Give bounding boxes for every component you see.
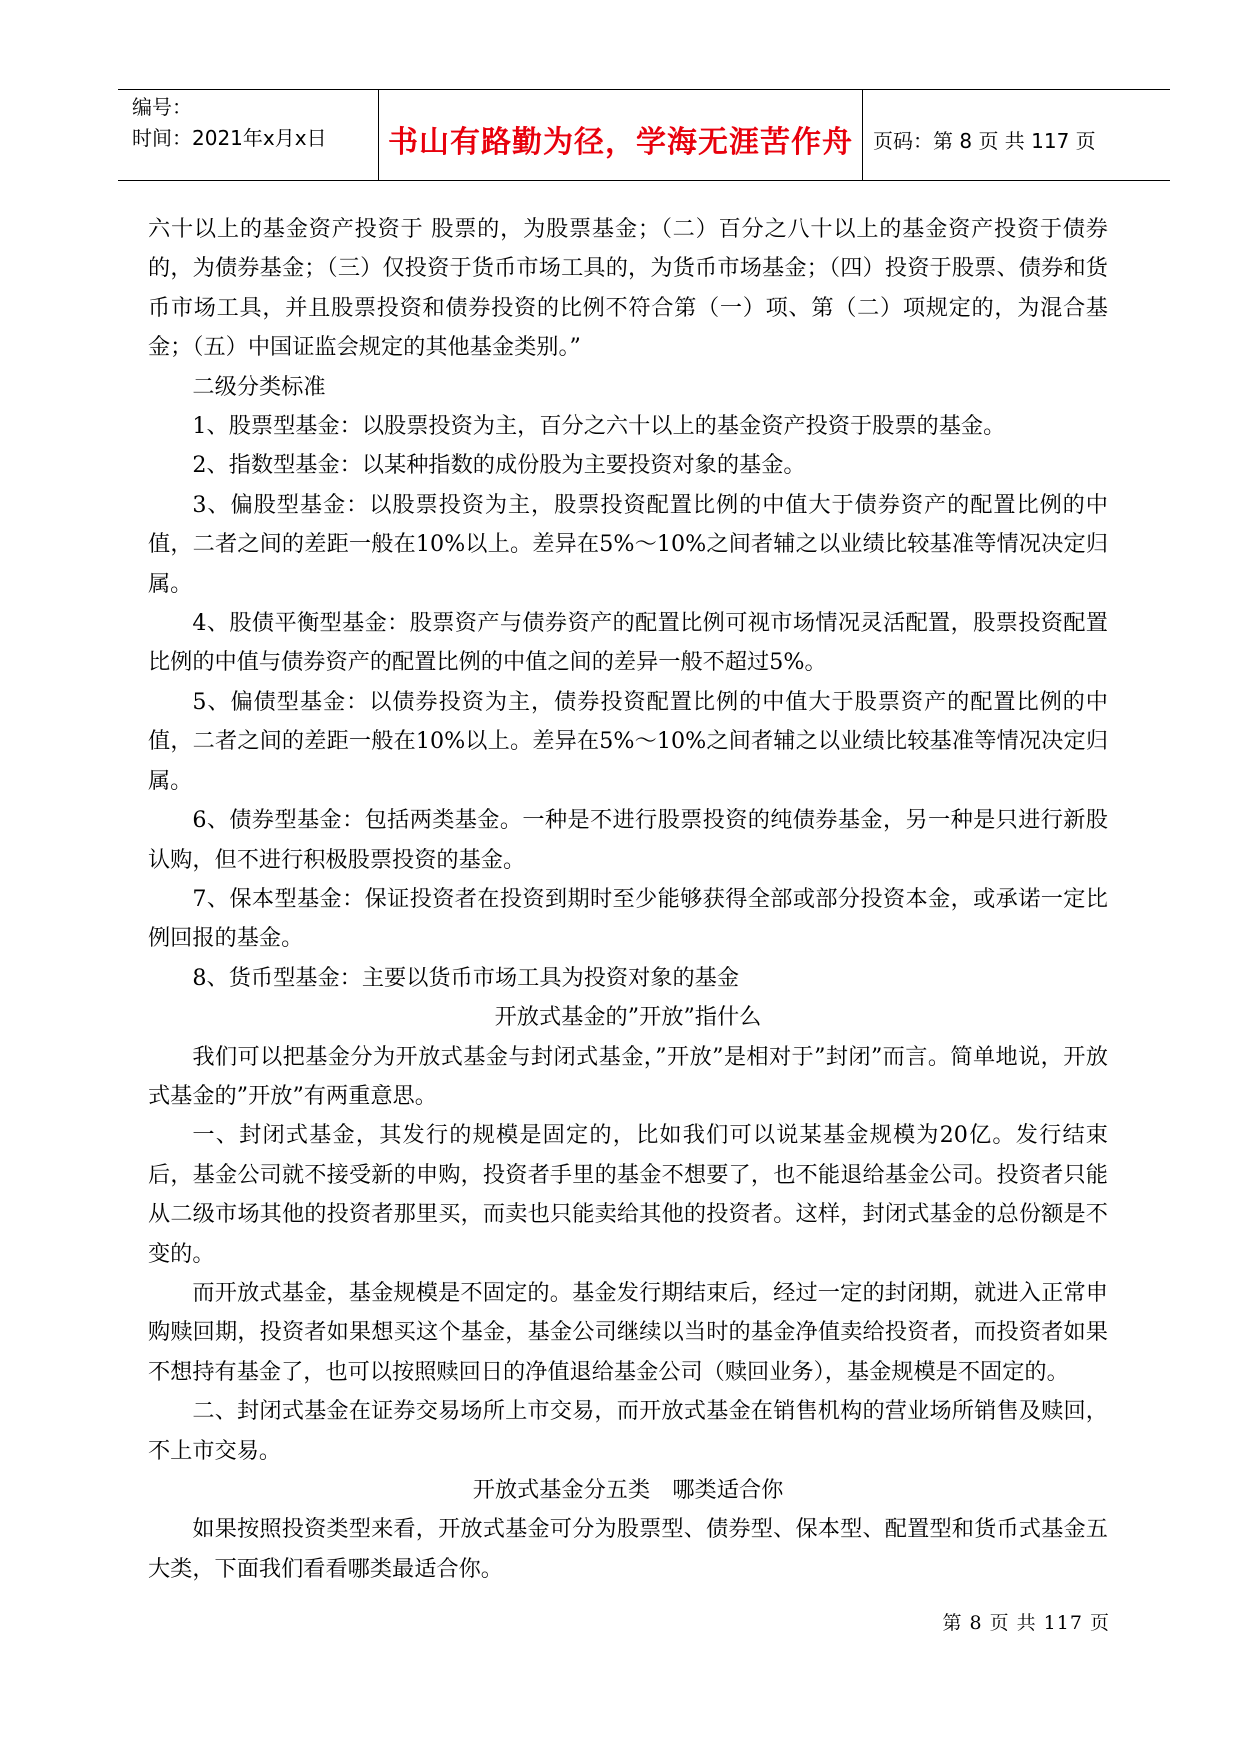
- paragraph: 我们可以把基金分为开放式基金与封闭式基金，”开放”是相对于”封闭”而言。简单地说，开放式基金的”开放”有两重意思。: [148, 1043, 1108, 1109]
- document-date: 时间：2021年x月x日: [132, 126, 327, 150]
- list-item: 4、股债平衡型基金：股票资产与债券资产的配置比例可视市场情况灵活配置，股票投资配置比例的中值与债券资产的配置比例的中值之间的差异一般不超过5%。: [148, 610, 1108, 676]
- section-heading: 二级分类标准: [192, 373, 326, 400]
- list-item: 2、指数型基金：以某种指数的成份股为主要投资对象的基金。: [192, 452, 806, 479]
- header-meta: [118, 90, 378, 180]
- header-page-number: 页码：第 8 页 共 117 页: [873, 128, 1096, 153]
- list-item: 8、货币型基金：主要以货币市场工具为投资对象的基金: [192, 964, 740, 991]
- document-body: [148, 210, 1108, 1589]
- section-title: 开放式基金分五类 哪类适合你: [472, 1477, 784, 1503]
- list-item: 3、偏股型基金：以股票投资为主，股票投资配置比例的中值大于债券资产的配置比例的中值，二者之间的差距一般在10%以上。差异在5%～10%之间者辅之以业绩比较基准等情况决定归属。: [148, 491, 1108, 597]
- list-item: 7、保本型基金：保证投资者在投资到期时至少能够获得全部或部分投资本金，或承诺一定比例回报的基金。: [148, 885, 1108, 952]
- header-motto: 书山有路勤为径，学海无涯苦作舟: [378, 90, 863, 180]
- document-number-label: 编号：: [132, 95, 192, 119]
- page-footer: 第 8 页 共 117 页: [942, 1612, 1110, 1634]
- paragraph: 一、封闭式基金，其发行的规模是固定的，比如我们可以说某基金规模为20亿。发行结束后，基金公司就不接受新的申购，投资者手里的基金不想要了，也不能退给基金公司。投资者只能从二级市场其他的投资者那里买，而卖也只能卖给其他的投资者。这样，封闭式基金的总份额是不变的。: [148, 1122, 1108, 1267]
- paragraph: 二、封闭式基金在证券交易场所上市交易，而开放式基金在销售机构的营业场所销售及赎回，不上市交易。: [148, 1398, 1108, 1464]
- list-item: 5、偏债型基金：以债券投资为主，债券投资配置比例的中值大于股票资产的配置比例的中值，二者之间的差距一般在10%以上。差异在5%～10%之间者辅之以业绩比较基准等情况决定归属。: [148, 688, 1108, 794]
- paragraph: 六十以上的基金资产投资于 股票的，为股票基金；（二）百分之八十以上的基金资产投资于债券的，为债券基金；（三）仅投资于货币市场工具的，为货币市场基金；（四）投资于股票、债券和货币市场工具，并且股票投资和债券投资的比例不符合第（一）项、第（二）项规定的，为混合基金；（五）中国证监会规定的其他基金类别。”: [148, 216, 1108, 361]
- section-title: 开放式基金的”开放”指什么: [494, 1004, 762, 1031]
- list-item: 1、股票型基金：以股票投资为主，百分之六十以上的基金资产投资于股票的基金。: [192, 413, 1006, 440]
- paragraph: 而开放式基金，基金规模是不固定的。基金发行期结束后，经过一定的封闭期，就进入正常申购赎回期，投资者如果想买这个基金，基金公司继续以当时的基金净值卖给投资者，而投资者如果不想持有基金了，也可以按照赎回日的净值退给基金公司（赎回业务），基金规模是不固定的。: [148, 1279, 1108, 1385]
- list-item: 6、债券型基金：包括两类基金。一种是不进行股票投资的纯债券基金，另一种是只进行新股认购，但不进行积极股票投资的基金。: [148, 807, 1108, 873]
- document-header: [118, 89, 1170, 181]
- paragraph: 如果按照投资类型来看，开放式基金可分为股票型、债券型、保本型、配置型和货币式基金五大类，下面我们看看哪类最适合你。: [148, 1516, 1108, 1582]
